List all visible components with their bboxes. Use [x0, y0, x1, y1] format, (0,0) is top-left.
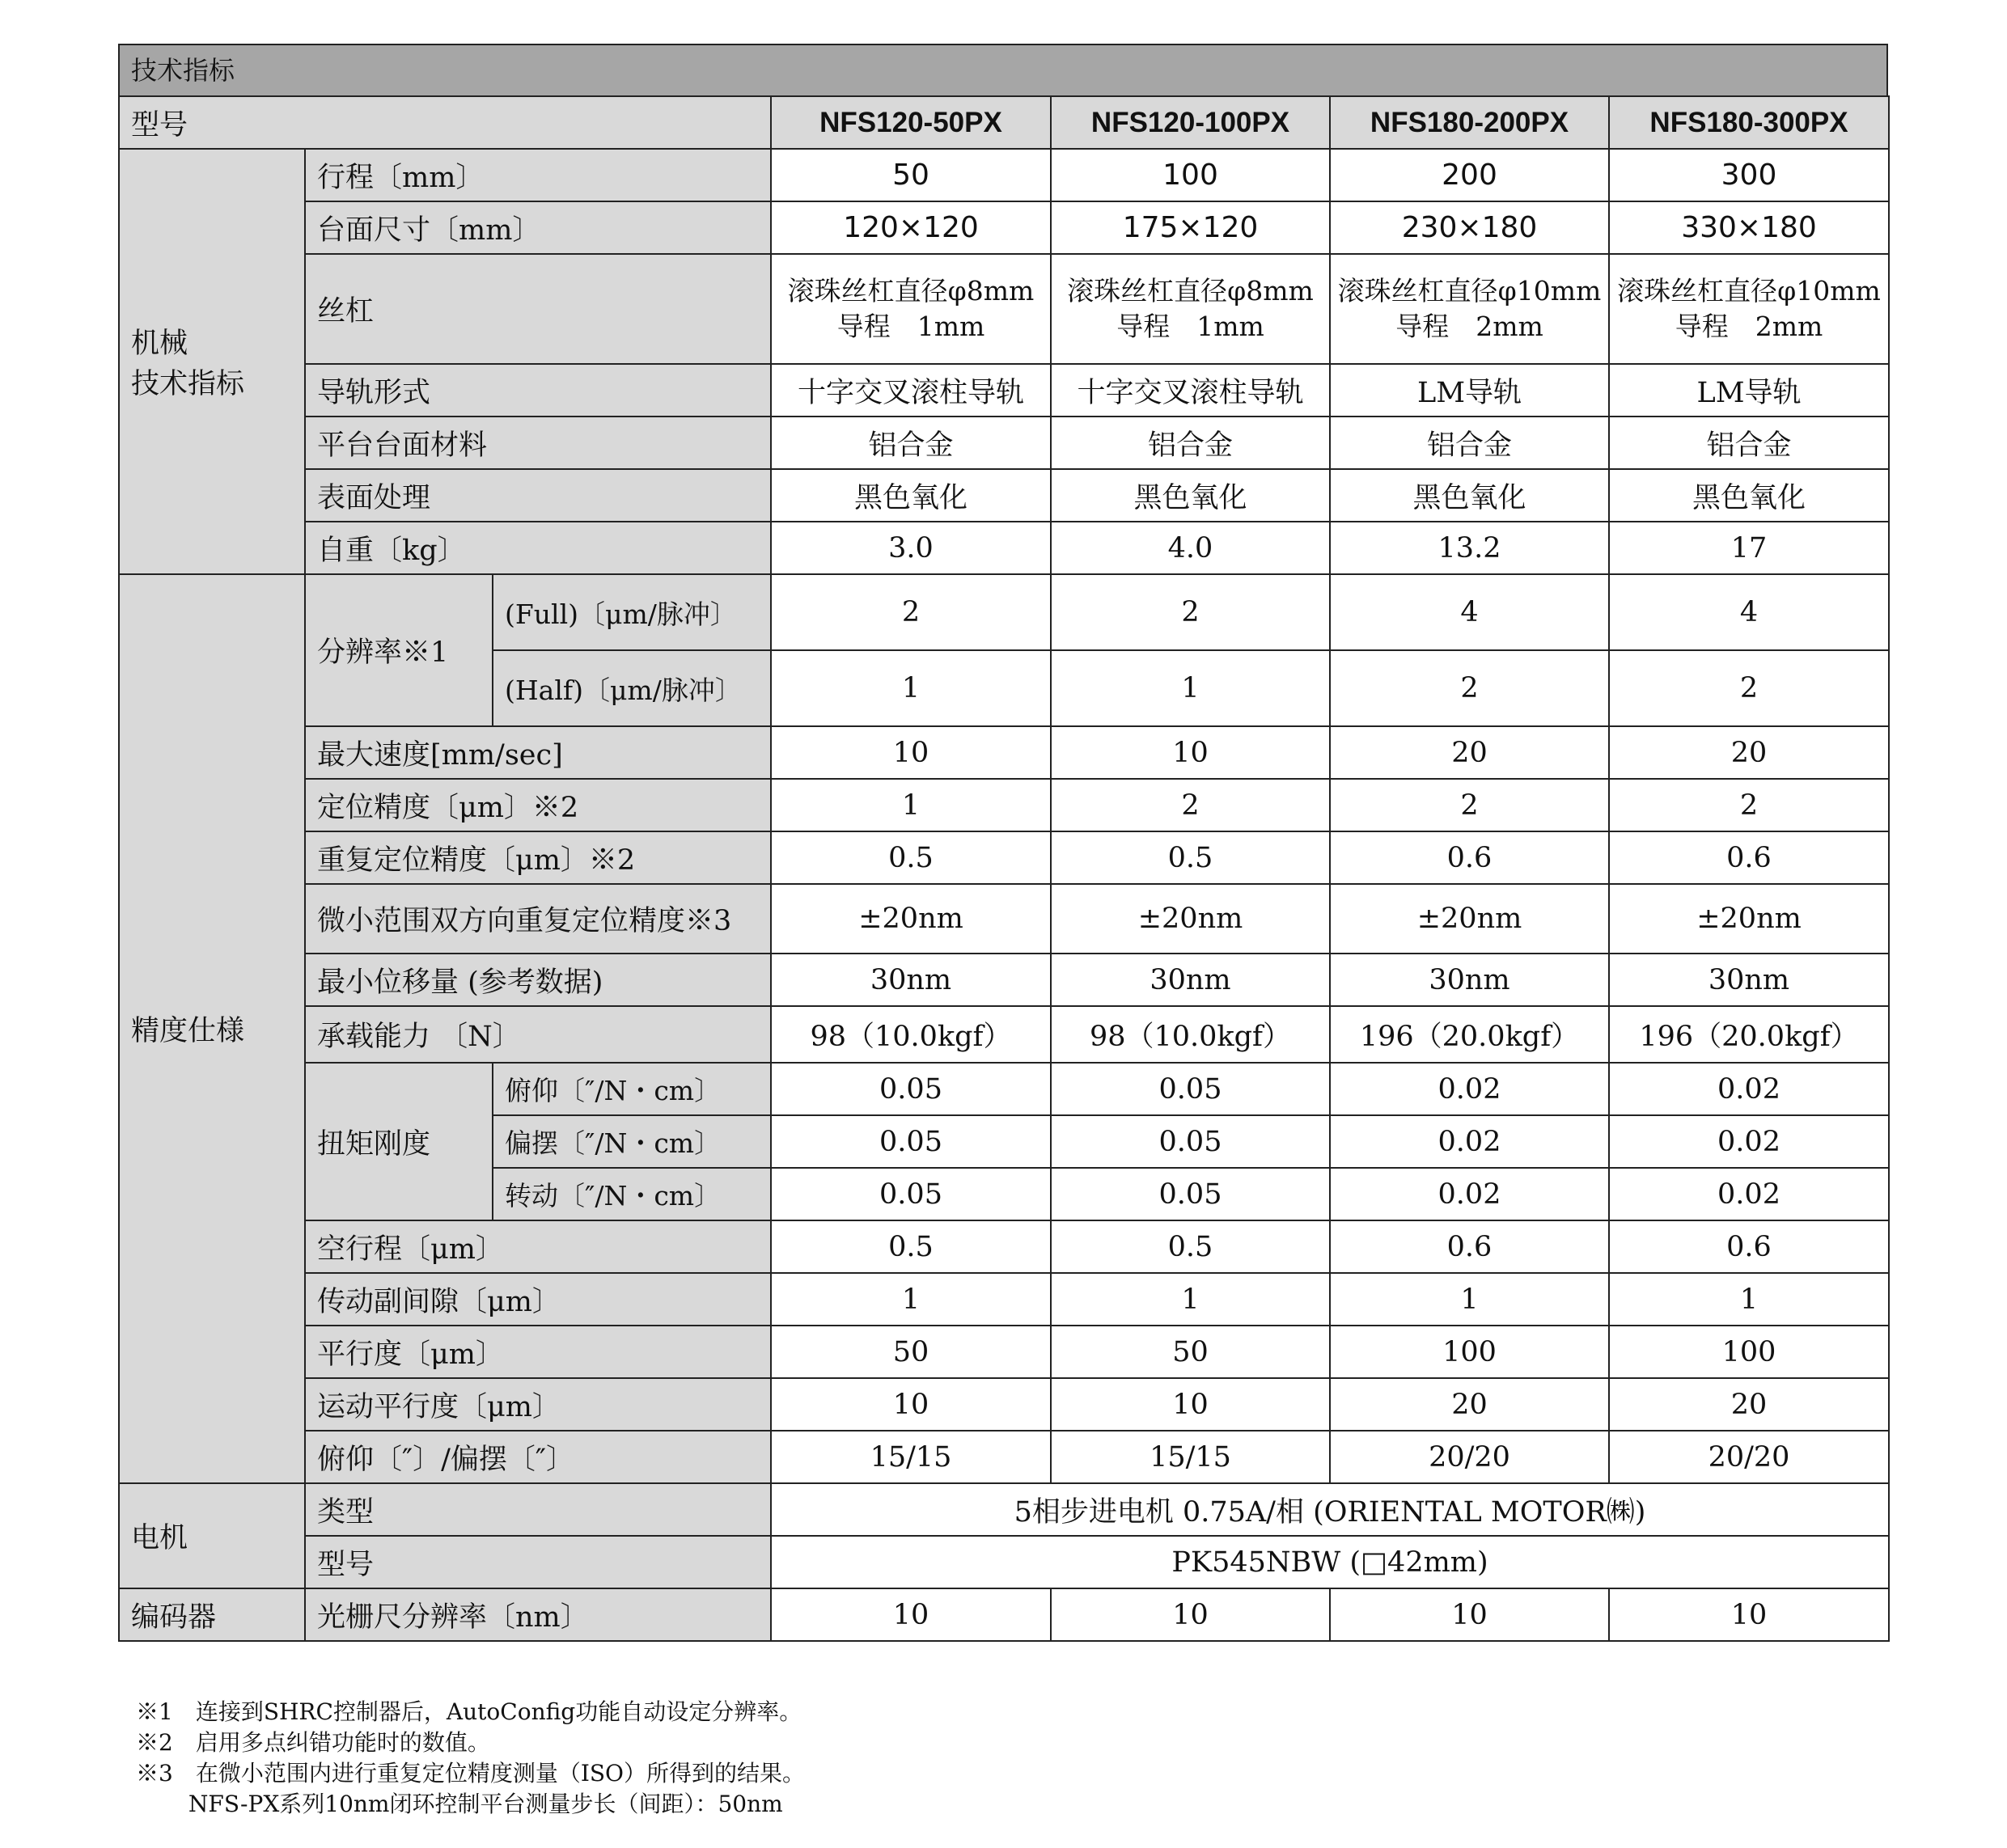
value-cell: 0.05 [771, 1063, 1051, 1115]
value-cell: 0.05 [771, 1115, 1051, 1168]
group-motor: 电机 [119, 1483, 305, 1588]
value-cell: 2 [771, 574, 1051, 650]
row-label: 空行程〔μm〕 [305, 1220, 771, 1273]
footnote: NFS-PX系列10nm闭环控制平台测量步长（间距）：50nm [136, 1791, 783, 1817]
torque-label: 扭矩刚度 [305, 1063, 493, 1220]
value-cell: 15/15 [771, 1431, 1051, 1483]
table-row [119, 1273, 1889, 1326]
resolution-label: 分辨率※1 [305, 574, 493, 726]
value-cell: 100 [1051, 149, 1330, 201]
footnote: ※1 连接到SHRC控制器后，AutoConfig功能自动设定分辨率。 [136, 1698, 802, 1725]
value-cell: 10 [1051, 1588, 1330, 1641]
value-cell: 10 [771, 726, 1051, 779]
value-cell: 98（10.0kgf） [771, 1006, 1051, 1063]
value-cell: 300 [1609, 149, 1889, 201]
footnote: ※3 在微小范围内进行重复定位精度测量（ISO）所得到的结果。 [136, 1760, 806, 1787]
row-label: 平台台面材料 [305, 417, 771, 469]
sub-label: 偏摆〔″/N・cm〕 [493, 1115, 771, 1168]
table-title: 技术指标 [118, 44, 1888, 95]
value-cell: 十字交叉滚柱导轨 [1051, 364, 1330, 417]
value-cell: 滚珠丝杠直径φ10mm 导程 2mm [1609, 254, 1889, 364]
row-label: 型号 [305, 1536, 771, 1588]
value-cell: 滚珠丝杠直径φ8mm 导程 1mm [771, 254, 1051, 364]
value-cell: 2 [1051, 574, 1330, 650]
row-label: 自重〔kg〕 [305, 522, 771, 574]
value-cell: 10 [1330, 1588, 1609, 1641]
footnotes [136, 1697, 805, 1820]
row-label: 台面尺寸〔mm〕 [305, 201, 771, 254]
row-label: 平行度〔μm〕 [305, 1326, 771, 1378]
table-row [119, 1431, 1889, 1483]
sub-label: 俯仰〔″/N・cm〕 [493, 1063, 771, 1115]
value-cell: 30nm [771, 954, 1051, 1006]
group-precision: 精度仕様 [119, 574, 305, 1483]
model-label: 型号 [119, 96, 771, 149]
table-row [119, 1006, 1889, 1063]
value-cell: 0.5 [1051, 1220, 1330, 1273]
footnote: ※2 启用多点纠错功能时的数值。 [136, 1729, 490, 1756]
table-row [119, 1536, 1889, 1588]
row-label: 最小位移量 (参考数据) [305, 954, 771, 1006]
value-cell: 黑色氧化 [771, 469, 1051, 522]
value-cell: 0.02 [1609, 1115, 1889, 1168]
value-cell: 50 [1051, 1326, 1330, 1378]
value-cell: 10 [1051, 1378, 1330, 1431]
group-encoder: 编码器 [119, 1588, 305, 1641]
value-cell: 20 [1330, 1378, 1609, 1431]
row-label: 运动平行度〔μm〕 [305, 1378, 771, 1431]
value-cell: 1 [1051, 1273, 1330, 1326]
row-label: 表面处理 [305, 469, 771, 522]
value-cell: 10 [771, 1588, 1051, 1641]
value-cell: 2 [1609, 650, 1889, 726]
value-cell: 120×120 [771, 201, 1051, 254]
value-cell: LM导轨 [1330, 364, 1609, 417]
value-cell: 4 [1609, 574, 1889, 650]
row-label: 微小范围双方向重复定位精度※3 [305, 884, 771, 954]
value-cell: 1 [771, 779, 1051, 831]
value-cell: 230×180 [1330, 201, 1609, 254]
motor-value: PK545NBW (□42mm) [771, 1536, 1889, 1588]
row-label: 定位精度〔μm〕※2 [305, 779, 771, 831]
table-row [119, 149, 1889, 201]
table-row [119, 417, 1889, 469]
row-label: 重复定位精度〔μm〕※2 [305, 831, 771, 884]
value-cell: 2 [1051, 779, 1330, 831]
table-row [119, 1378, 1889, 1431]
value-cell: 30nm [1609, 954, 1889, 1006]
value-cell: 0.6 [1609, 831, 1889, 884]
value-cell: ±20nm [771, 884, 1051, 954]
value-cell: 黑色氧化 [1609, 469, 1889, 522]
value-cell: 0.6 [1330, 1220, 1609, 1273]
table-row [119, 831, 1889, 884]
model-header: NFS180-200PX [1330, 96, 1609, 149]
spec-table [118, 95, 1890, 1642]
value-cell: 100 [1609, 1326, 1889, 1378]
value-cell: 3.0 [771, 522, 1051, 574]
value-cell: ±20nm [1609, 884, 1889, 954]
value-cell: 30nm [1051, 954, 1330, 1006]
table-row [119, 1063, 1889, 1115]
value-cell: 98（10.0kgf） [1051, 1006, 1330, 1063]
value-cell: 1 [771, 650, 1051, 726]
table-row [119, 96, 1889, 149]
value-cell: 4 [1330, 574, 1609, 650]
value-cell: 黑色氧化 [1051, 469, 1330, 522]
value-cell: 17 [1609, 522, 1889, 574]
value-cell: 20/20 [1609, 1431, 1889, 1483]
value-cell: 15/15 [1051, 1431, 1330, 1483]
value-cell: 铝合金 [1609, 417, 1889, 469]
value-cell: 0.02 [1330, 1115, 1609, 1168]
table-row [119, 254, 1889, 364]
value-cell: 30nm [1330, 954, 1609, 1006]
value-cell: 10 [1051, 726, 1330, 779]
row-label: 行程〔mm〕 [305, 149, 771, 201]
row-label: 丝杠 [305, 254, 771, 364]
value-cell: 13.2 [1330, 522, 1609, 574]
row-label: 类型 [305, 1483, 771, 1536]
table-row [119, 574, 1889, 650]
sub-label: 转动〔″/N・cm〕 [493, 1168, 771, 1220]
sub-label: (Full)〔μm/脉冲〕 [493, 574, 771, 650]
value-cell: 0.02 [1609, 1168, 1889, 1220]
row-label: 承载能力 〔N〕 [305, 1006, 771, 1063]
value-cell: 0.02 [1330, 1063, 1609, 1115]
group-mechanical: 机械 技术指标 [119, 149, 305, 574]
model-header: NFS120-100PX [1051, 96, 1330, 149]
value-cell: 200 [1330, 149, 1609, 201]
value-cell: 滚珠丝杠直径φ8mm 导程 1mm [1051, 254, 1330, 364]
spec-sheet [118, 44, 1888, 1642]
table-row [119, 1220, 1889, 1273]
value-cell: LM导轨 [1609, 364, 1889, 417]
table-row [119, 1588, 1889, 1641]
value-cell: 196（20.0kgf） [1609, 1006, 1889, 1063]
value-cell: 0.5 [1051, 831, 1330, 884]
row-label: 导轨形式 [305, 364, 771, 417]
table-row [119, 726, 1889, 779]
value-cell: 滚珠丝杠直径φ10mm 导程 2mm [1330, 254, 1609, 364]
value-cell: 20 [1330, 726, 1609, 779]
value-cell: 100 [1330, 1326, 1609, 1378]
value-cell: 0.5 [771, 1220, 1051, 1273]
value-cell: 0.6 [1330, 831, 1609, 884]
table-row [119, 364, 1889, 417]
table-row [119, 1326, 1889, 1378]
table-row [119, 201, 1889, 254]
value-cell: 0.5 [771, 831, 1051, 884]
value-cell: 50 [771, 1326, 1051, 1378]
value-cell: 铝合金 [1330, 417, 1609, 469]
value-cell: 1 [1051, 650, 1330, 726]
value-cell: 0.02 [1330, 1168, 1609, 1220]
table-row [119, 469, 1889, 522]
value-cell: 黑色氧化 [1330, 469, 1609, 522]
motor-value: 5相步进电机 0.75A/相 (ORIENTAL MOTOR㈱) [771, 1483, 1889, 1536]
value-cell: 10 [771, 1378, 1051, 1431]
table-row [119, 1483, 1889, 1536]
value-cell: ±20nm [1051, 884, 1330, 954]
value-cell: 20/20 [1330, 1431, 1609, 1483]
value-cell: 铝合金 [1051, 417, 1330, 469]
row-label: 俯仰〔″〕/偏摆〔″〕 [305, 1431, 771, 1483]
value-cell: 0.05 [771, 1168, 1051, 1220]
model-header: NFS120-50PX [771, 96, 1051, 149]
value-cell: 10 [1609, 1588, 1889, 1641]
value-cell: 0.05 [1051, 1063, 1330, 1115]
value-cell: 0.05 [1051, 1115, 1330, 1168]
value-cell: 1 [1330, 1273, 1609, 1326]
value-cell: 0.02 [1609, 1063, 1889, 1115]
value-cell: 20 [1609, 726, 1889, 779]
value-cell: 2 [1330, 779, 1609, 831]
value-cell: 196（20.0kgf） [1330, 1006, 1609, 1063]
value-cell: 1 [1609, 1273, 1889, 1326]
model-header: NFS180-300PX [1609, 96, 1889, 149]
value-cell: 十字交叉滚柱导轨 [771, 364, 1051, 417]
table-row [119, 522, 1889, 574]
value-cell: 1 [771, 1273, 1051, 1326]
value-cell: 0.05 [1051, 1168, 1330, 1220]
table-row [119, 884, 1889, 954]
sub-label: (Half)〔μm/脉冲〕 [493, 650, 771, 726]
value-cell: 0.6 [1609, 1220, 1889, 1273]
value-cell: 2 [1609, 779, 1889, 831]
value-cell: 175×120 [1051, 201, 1330, 254]
value-cell: ±20nm [1330, 884, 1609, 954]
table-row [119, 779, 1889, 831]
value-cell: 50 [771, 149, 1051, 201]
value-cell: 铝合金 [771, 417, 1051, 469]
row-label: 光栅尺分辨率〔nm〕 [305, 1588, 771, 1641]
row-label: 传动副间隙〔μm〕 [305, 1273, 771, 1326]
row-label: 最大速度[mm/sec] [305, 726, 771, 779]
value-cell: 4.0 [1051, 522, 1330, 574]
value-cell: 2 [1330, 650, 1609, 726]
value-cell: 20 [1609, 1378, 1889, 1431]
value-cell: 330×180 [1609, 201, 1889, 254]
table-row [119, 954, 1889, 1006]
